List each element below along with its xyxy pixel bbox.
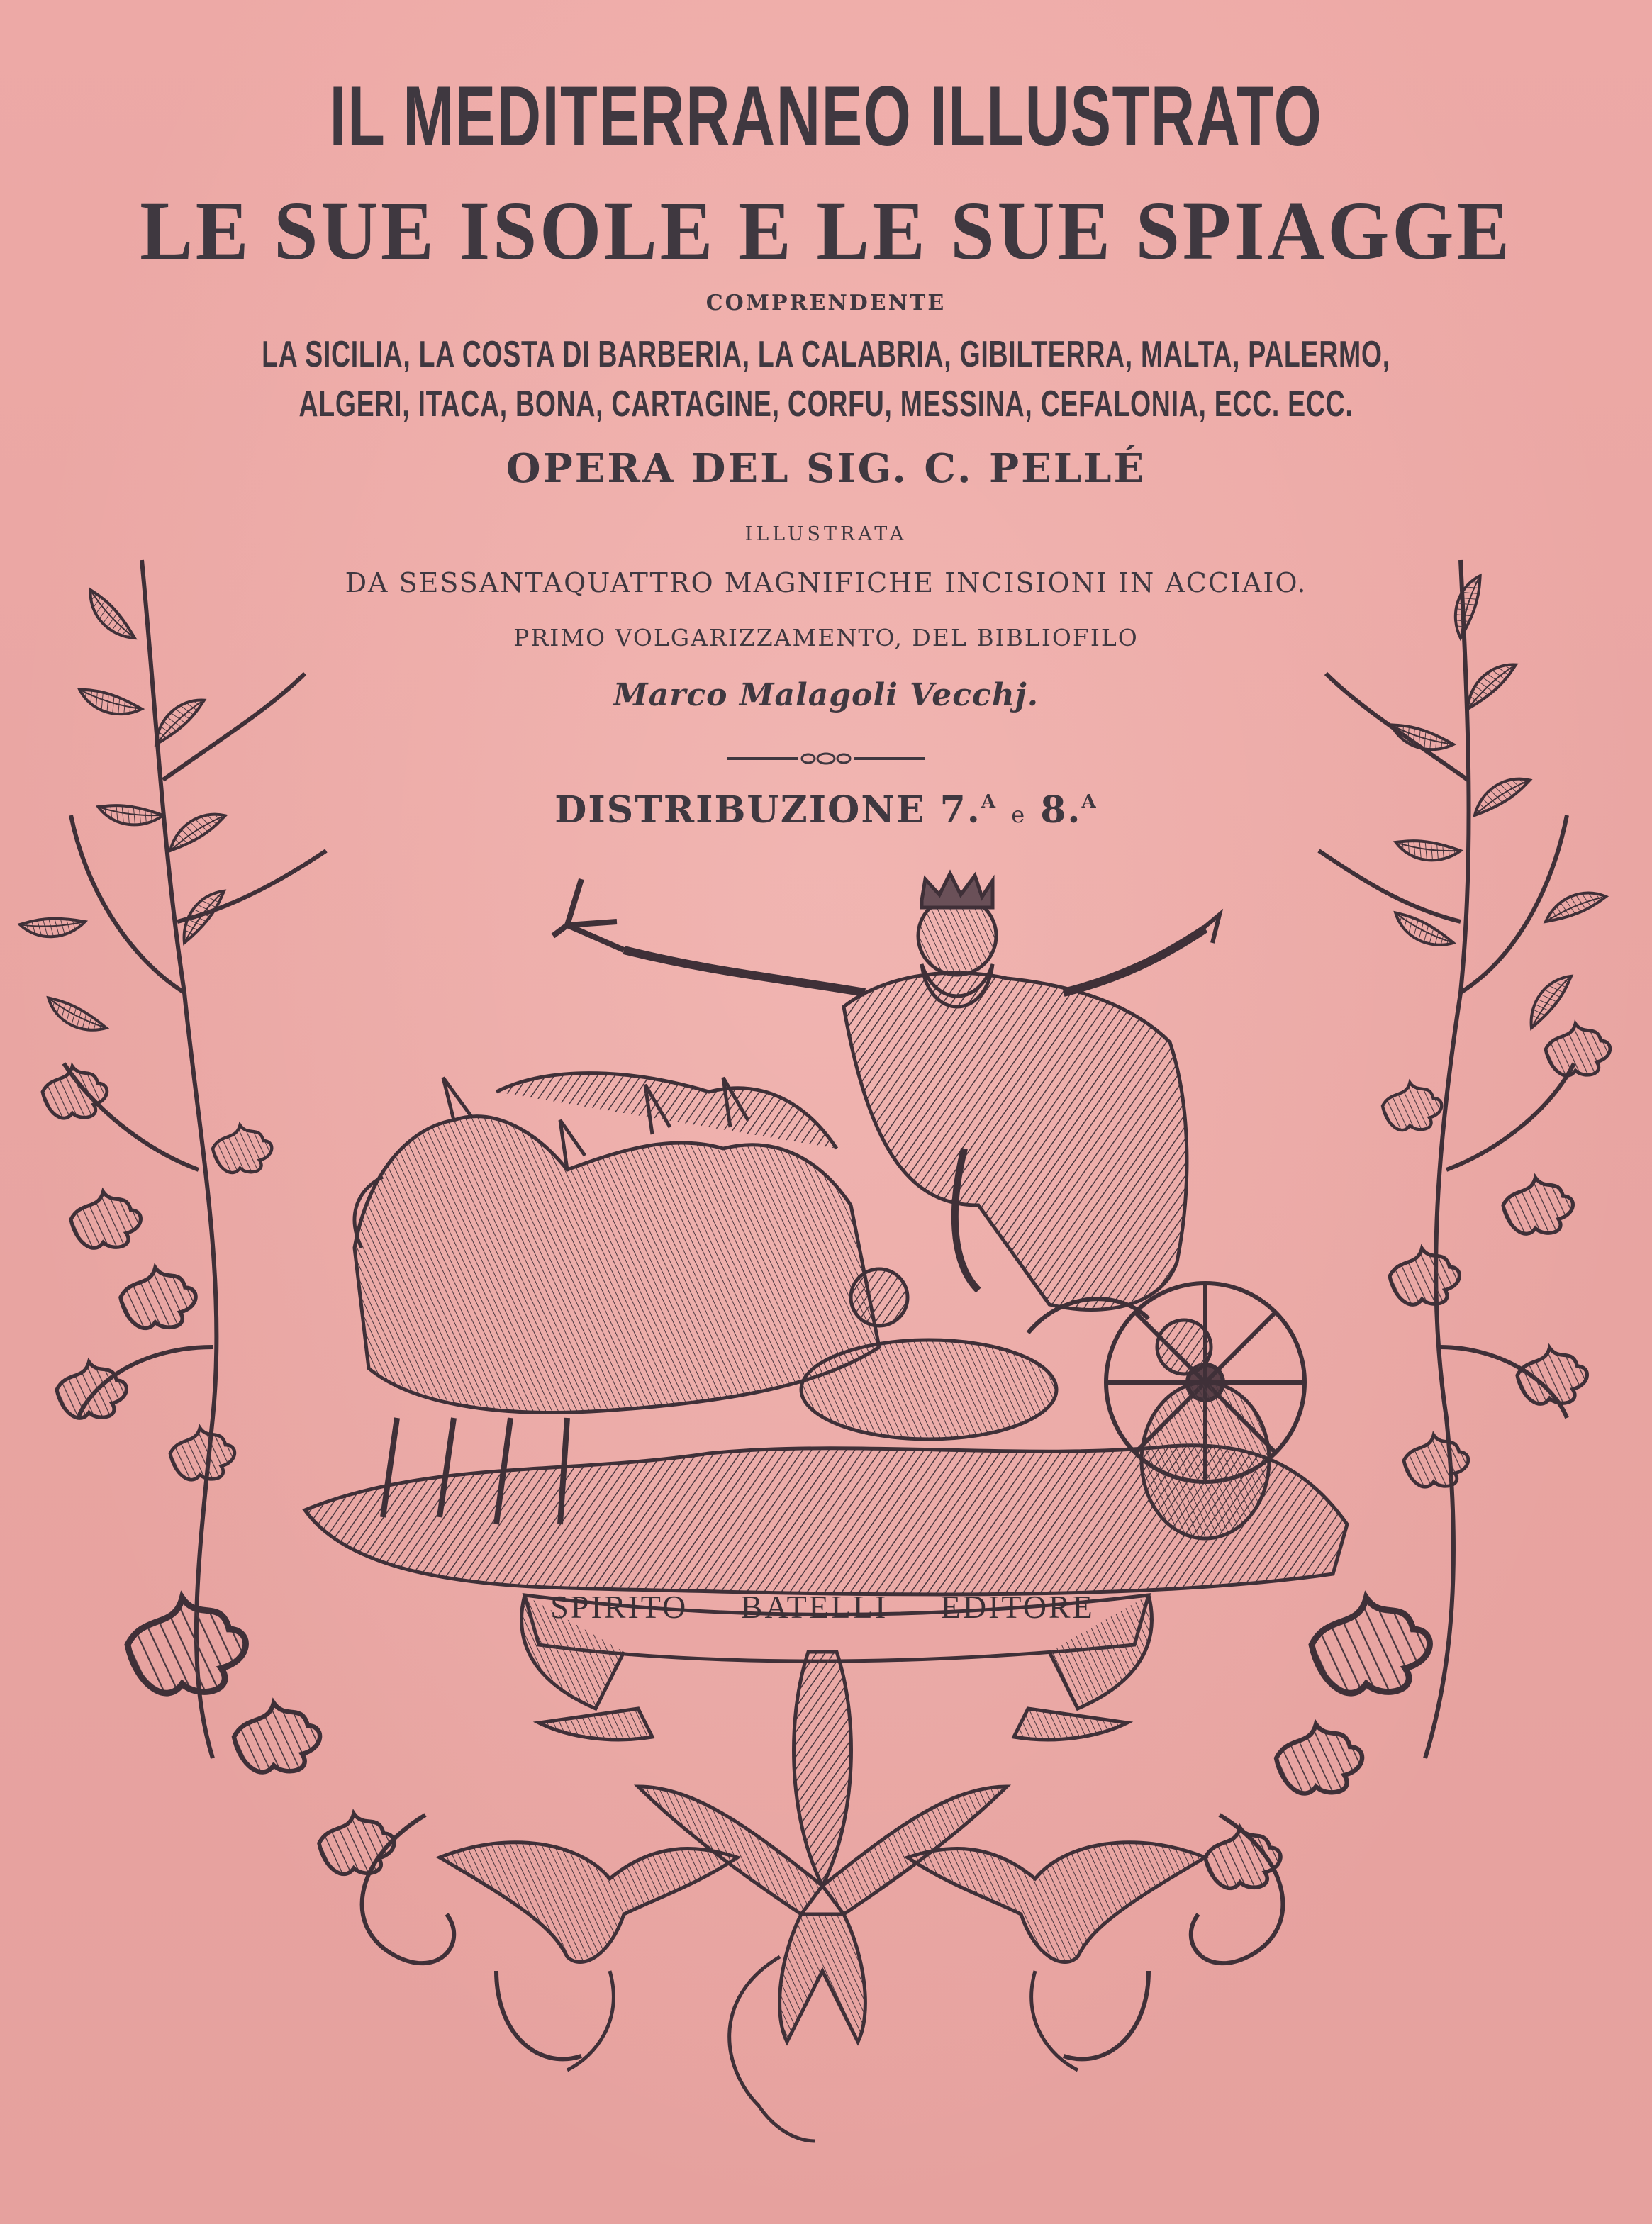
banner-word-1: SPIRITO (550, 1589, 688, 1625)
distribution-conj: e (1011, 801, 1027, 828)
right-leaves (1205, 572, 1610, 1889)
banner-word-2: BATELLI (740, 1589, 888, 1625)
engravings-line: DA SESSANTAQUATTRO MAGNIFICHE INCISIONI IN ACCIAIO. (345, 567, 1307, 598)
banner-word-3: EDITORE (940, 1589, 1095, 1625)
publisher-banner (482, 1588, 1163, 1626)
left-foliage (64, 560, 326, 1758)
title-line-2: LE SUE ISOLE E LE SUE SPIAGGE (140, 184, 1512, 277)
author-line: OPERA DEL SIG. C. PELLÉ (506, 445, 1146, 492)
left-leaves (18, 583, 394, 1874)
distribution-sup-1: A (981, 791, 998, 812)
illustrata-label: ILLUSTRATA (744, 523, 908, 545)
central-ornament (638, 1652, 1007, 2141)
distribution-sup-2: A (1081, 791, 1098, 812)
places-line-1: LA SICILIA, LA COSTA DI BARBERIA, LA CALABRIA, GIBILTERRA, MALTA, PALERMO, (262, 334, 1390, 375)
translator-name: Marco Malagoli Vecchj. (613, 677, 1039, 713)
translation-line: PRIMO VOLGARIZZAMENTO, DEL BIBLIOFILO (513, 624, 1139, 652)
distribution-second: 8. (1040, 788, 1082, 832)
comprendente-label: COMPRENDENTE (705, 291, 947, 315)
places-line-2: ALGERI, ITACA, BONA, CARTAGINE, CORFU, MESSINA, CEFALONIA, ECC. ECC. (298, 384, 1354, 425)
distribution-label: DISTRIBUZIONE 7. (554, 788, 981, 832)
title-line-1: IL MEDITERRANEO ILLUSTRATO (329, 69, 1323, 164)
